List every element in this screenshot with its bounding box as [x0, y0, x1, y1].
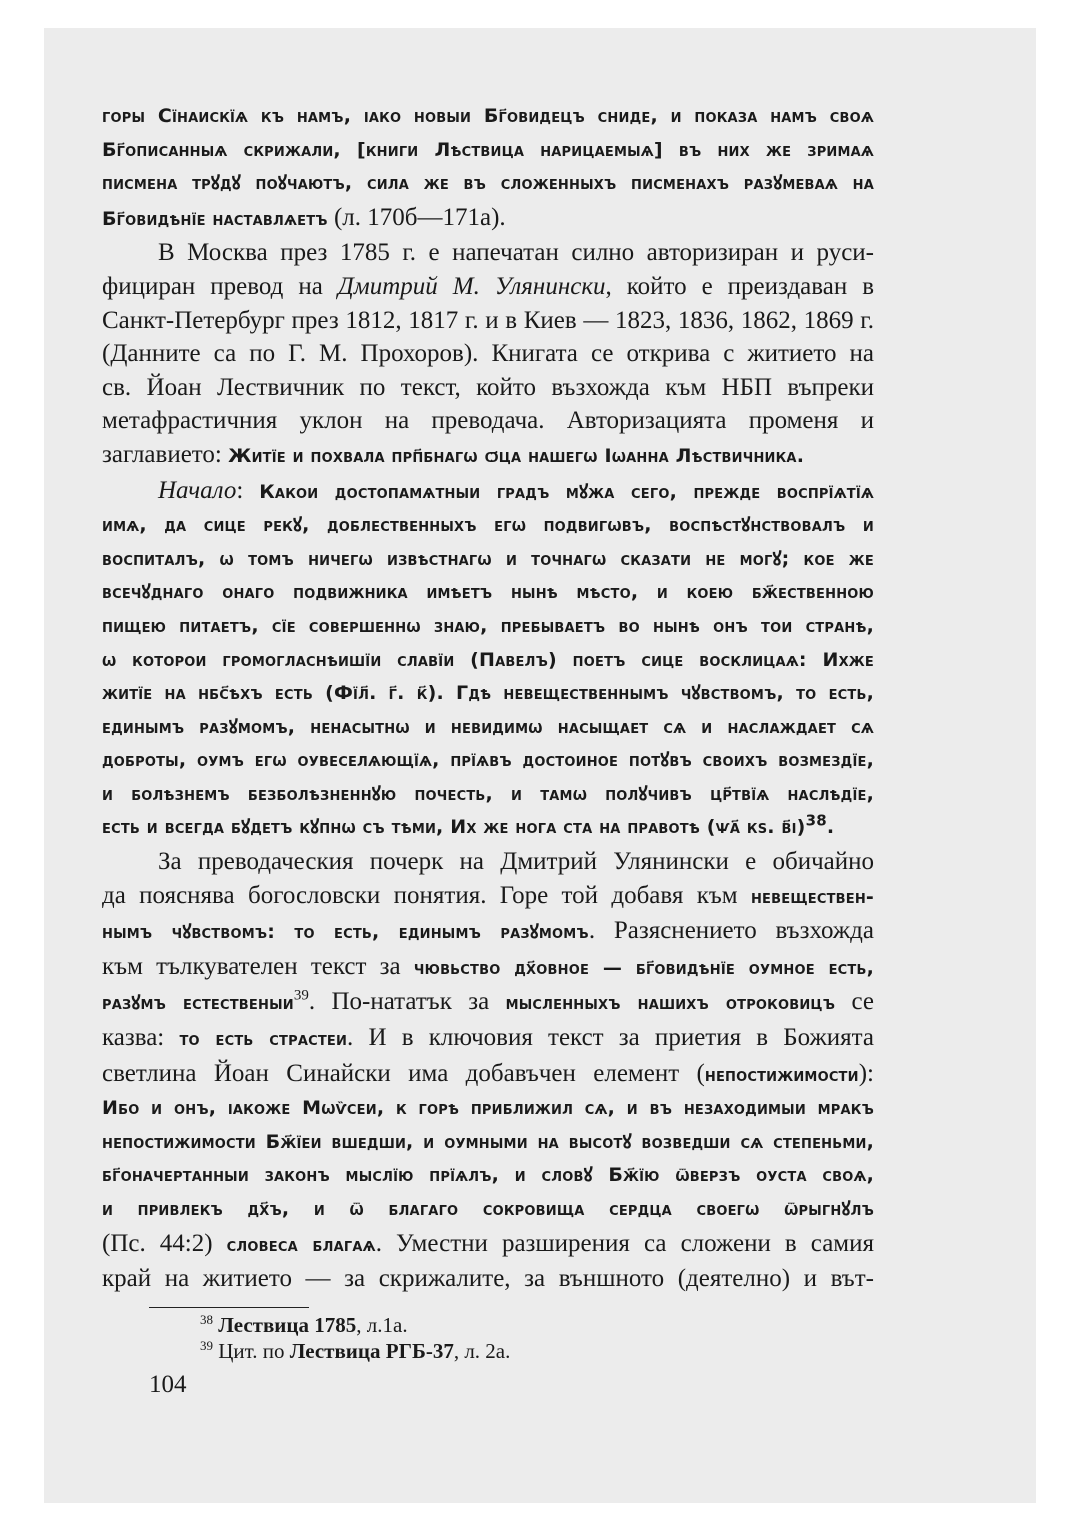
text-line — [102, 950, 874, 986]
paragraph-moscow-edition — [102, 236, 874, 270]
text-segment: към тълкувателен текст за — [102, 952, 414, 980]
text-line: (Данните са по Г. М. Прохоров). Книгата се открива с житието на — [102, 340, 874, 368]
text-line: всечꙋднаго онаго подвижника имѣетъ нынѣ мѣсто, и коею бж҃ественною — [102, 581, 874, 604]
footnote-number: 39 — [200, 1338, 213, 1353]
slavonic-phrase: то есть страстеи — [179, 1028, 348, 1051]
text-line — [102, 270, 874, 304]
text-line: пищею питаетъ, сїе совершеннѡ знаю, пребываетъ во нынѣ онъ тои странѣ, — [102, 614, 874, 637]
text-line — [102, 201, 874, 237]
text-line — [102, 744, 874, 778]
footnote-prefix: Цит. по — [218, 1339, 290, 1363]
text-line — [102, 644, 874, 678]
text-line: ѡ которои громогласнѣишїи славїи (Павелъ) поетъ сице восклицаѧ: Ихже — [102, 648, 874, 671]
text-line: непостижимости Бж҃їеи вшедши, и оумными на высотꙋ возведши сѧ степеньми, — [102, 1130, 874, 1153]
text-line — [102, 304, 874, 338]
text-line: доброты, оумъ егѡ оувеселѧющїѧ, прїѧвъ достоиное потꙋвъ своихъ возмездїе, — [102, 749, 874, 772]
text-line: есть и всегда бꙋдетъ кꙋпнѡ съ тѣми, Их же нога ста на правотѣ (ѱа҃ кѕ. в҃і) — [102, 816, 806, 839]
text-segment: . Уместни разширения са сложени в самия — [375, 1229, 874, 1257]
text-line — [102, 438, 874, 474]
text-line: писмена трꙋдꙋ поꙋчаютъ, сила же въ сложенныхъ писменахъ разꙋмеваѧ на — [102, 172, 874, 195]
footnote-marker-38[interactable]: 38 — [805, 812, 827, 831]
text-segment: казва: — [102, 1024, 180, 1052]
text-line — [102, 1092, 874, 1126]
text-line: Ибо и онъ, ıакоже Мѡѷсеи, к горѣ приближил сѧ, и въ незаходимыи мракъ — [102, 1097, 874, 1120]
slavonic-phrase: невеществен- — [750, 885, 874, 908]
slavonic-phrase: мысленныхъ нашихъ отроковицъ — [505, 992, 836, 1015]
footnote-39 — [200, 1338, 880, 1364]
text-segment: да пояснява богословски понятия. Горе той добавя към — [102, 881, 751, 909]
text-segment: . — [826, 816, 835, 839]
slavonic-phrase: Какои достопамѧтныи градъ мꙋжа сего, прежде воспрїѧтїѧ — [259, 480, 874, 503]
text-line — [102, 1126, 874, 1160]
text-line — [102, 576, 874, 610]
text-line — [102, 543, 874, 577]
text-line — [102, 1227, 874, 1263]
slavonic-phrase: нымъ чꙋвствомъ: то есть, единымъ разꙋмомъ — [102, 921, 589, 944]
slavonic-phrase: разꙋмъ естественыи — [102, 992, 294, 1015]
footnote-38 — [200, 1312, 880, 1338]
text-line — [102, 778, 874, 812]
text-line: бг҃оначертанныи законъ мыслїю прїѧлъ, и словꙋ Бж҃їю ѿверзъ оуста своѧ, — [102, 1164, 874, 1187]
text-line: и привлекъ дх҃ъ, и ѿ благаго сокровища сердца своегѡ ѿрыгнꙋлъ — [102, 1198, 874, 1220]
text-line — [102, 914, 874, 950]
text-line: край на житието — за скрижалите, за външното (деятелно) и вът- — [102, 1265, 874, 1293]
text-line: горы Сїнаискїѧ къ намъ, ıако новыи Бг҃овидецъ сниде, и показа намъ своѧ — [102, 105, 874, 127]
text-line: житїе на нбс҃ѣхъ есть (Фїл҃. г҃. к҃). Гдѣ невещественнымъ чꙋвствомъ, то есть, — [102, 682, 874, 705]
text-line: Санкт-Петербург през 1812, 1817 г. и в Киев — 1823, 1836, 1862, 1869 г. — [102, 306, 874, 334]
footnote-divider — [149, 1307, 309, 1308]
text-line — [102, 1021, 874, 1057]
text-line: метафрастичния уклон на преводача. Авторизацията променя и — [102, 407, 874, 435]
slavonic-phrase: Бг҃овидѣнїе наставлѧетъ — [102, 207, 328, 230]
text-line — [102, 677, 874, 711]
footnote-number: 38 — [200, 1312, 213, 1327]
text-segment: ): — [858, 1059, 874, 1087]
text-line — [102, 1193, 874, 1227]
colon: : — [236, 476, 260, 504]
text-segment: се — [835, 988, 875, 1016]
slavonic-phrase: словеса благаѧ — [226, 1233, 376, 1256]
text-line: и болѣзнемъ безболѣзненнꙋю почесть, и тамѡ полꙋчивъ цр҃твїѧ наслѣдїе, — [102, 782, 874, 805]
text-line — [102, 337, 874, 371]
text-segment: . Разяснението възхожда — [588, 917, 874, 945]
text-segment: светлина Йоан Синайски има добавъчен елемент ( — [102, 1059, 705, 1087]
folio-reference: (л. 170б—171а). — [327, 203, 506, 231]
text-line — [102, 610, 874, 644]
text-line — [102, 985, 874, 1021]
footnote-marker-39[interactable]: 39 — [293, 988, 309, 1005]
paragraph-incipit — [102, 474, 874, 510]
paragraph-slavonic-quote-1 — [102, 100, 874, 134]
text-line — [102, 1057, 874, 1093]
text-line — [102, 509, 874, 543]
footnote-source-title: Лествица 1785 — [218, 1313, 357, 1337]
text-line — [102, 1262, 874, 1296]
text-line: За преводаческия почерк на Дмитрий Улянински е обичайно — [158, 848, 874, 876]
text-line — [102, 711, 874, 745]
footnote-locator: , л.1а. — [356, 1313, 408, 1337]
incipit-label: Начало — [158, 476, 237, 504]
text-line: имѧ, да сице рекꙋ, доблественныхъ егѡ подвигѡвъ, воспѣстꙋнствовалъ и — [102, 514, 874, 537]
text-line: воспиталъ, ѡ томъ ничегѡ извѣстнагѡ и точнагѡ сказати не могꙋ; кое же — [102, 547, 874, 570]
text-line — [102, 371, 874, 405]
footnotes — [200, 1312, 880, 1364]
text-line: св. Йоан Лествичник по текст, който възхожда към НБП въпреки — [102, 373, 874, 401]
main-text — [102, 100, 874, 1296]
page-number: 104 — [149, 1371, 187, 1398]
text-line — [102, 811, 874, 845]
text-line — [102, 879, 874, 915]
slavonic-phrase: чювьство дх҃овное — бг҃овидѣнїе оумное есть, — [413, 956, 875, 979]
text-line: В Москва през 1785 г. е напечатан силно авторизиран и руси- — [158, 239, 874, 267]
text-line — [102, 404, 874, 438]
footnote-locator: , л. 2а. — [453, 1339, 511, 1363]
text-segment: фициран превод на — [102, 272, 338, 300]
text-line: единымъ разꙋмомъ, ненасытнѡ и невидимѡ насыщает сѧ и наслаждает сѧ — [102, 715, 874, 738]
text-line — [102, 167, 874, 201]
text-segment: . И в ключовия текст за приетия в Божията — [347, 1024, 874, 1052]
slavonic-title: Житїе и похвала прп҃бнагѡ ѻ҃ца нашегѡ Іѡанна Лѣствичника. — [228, 444, 805, 467]
text-segment: . По-нататък за — [308, 988, 506, 1016]
text-segment: (Пс. 44:2) — [102, 1229, 227, 1257]
text-segment: заглавието: — [102, 440, 229, 468]
text-line — [102, 134, 874, 168]
translator-name: Дмитрий М. Улянински — [337, 272, 606, 300]
text-line — [102, 1159, 874, 1193]
footnote-source-title: Лествица РГБ-37 — [289, 1339, 454, 1363]
text-segment: , който е преиздаван в — [605, 272, 874, 300]
paragraph-translator-hand — [102, 845, 874, 879]
text-line: Бг҃описанныѧ скрижали, [книги Лѣствица нарицаемыѧ] въ них же зримаѧ — [102, 138, 874, 161]
slavonic-phrase: непостижимости — [704, 1063, 859, 1086]
